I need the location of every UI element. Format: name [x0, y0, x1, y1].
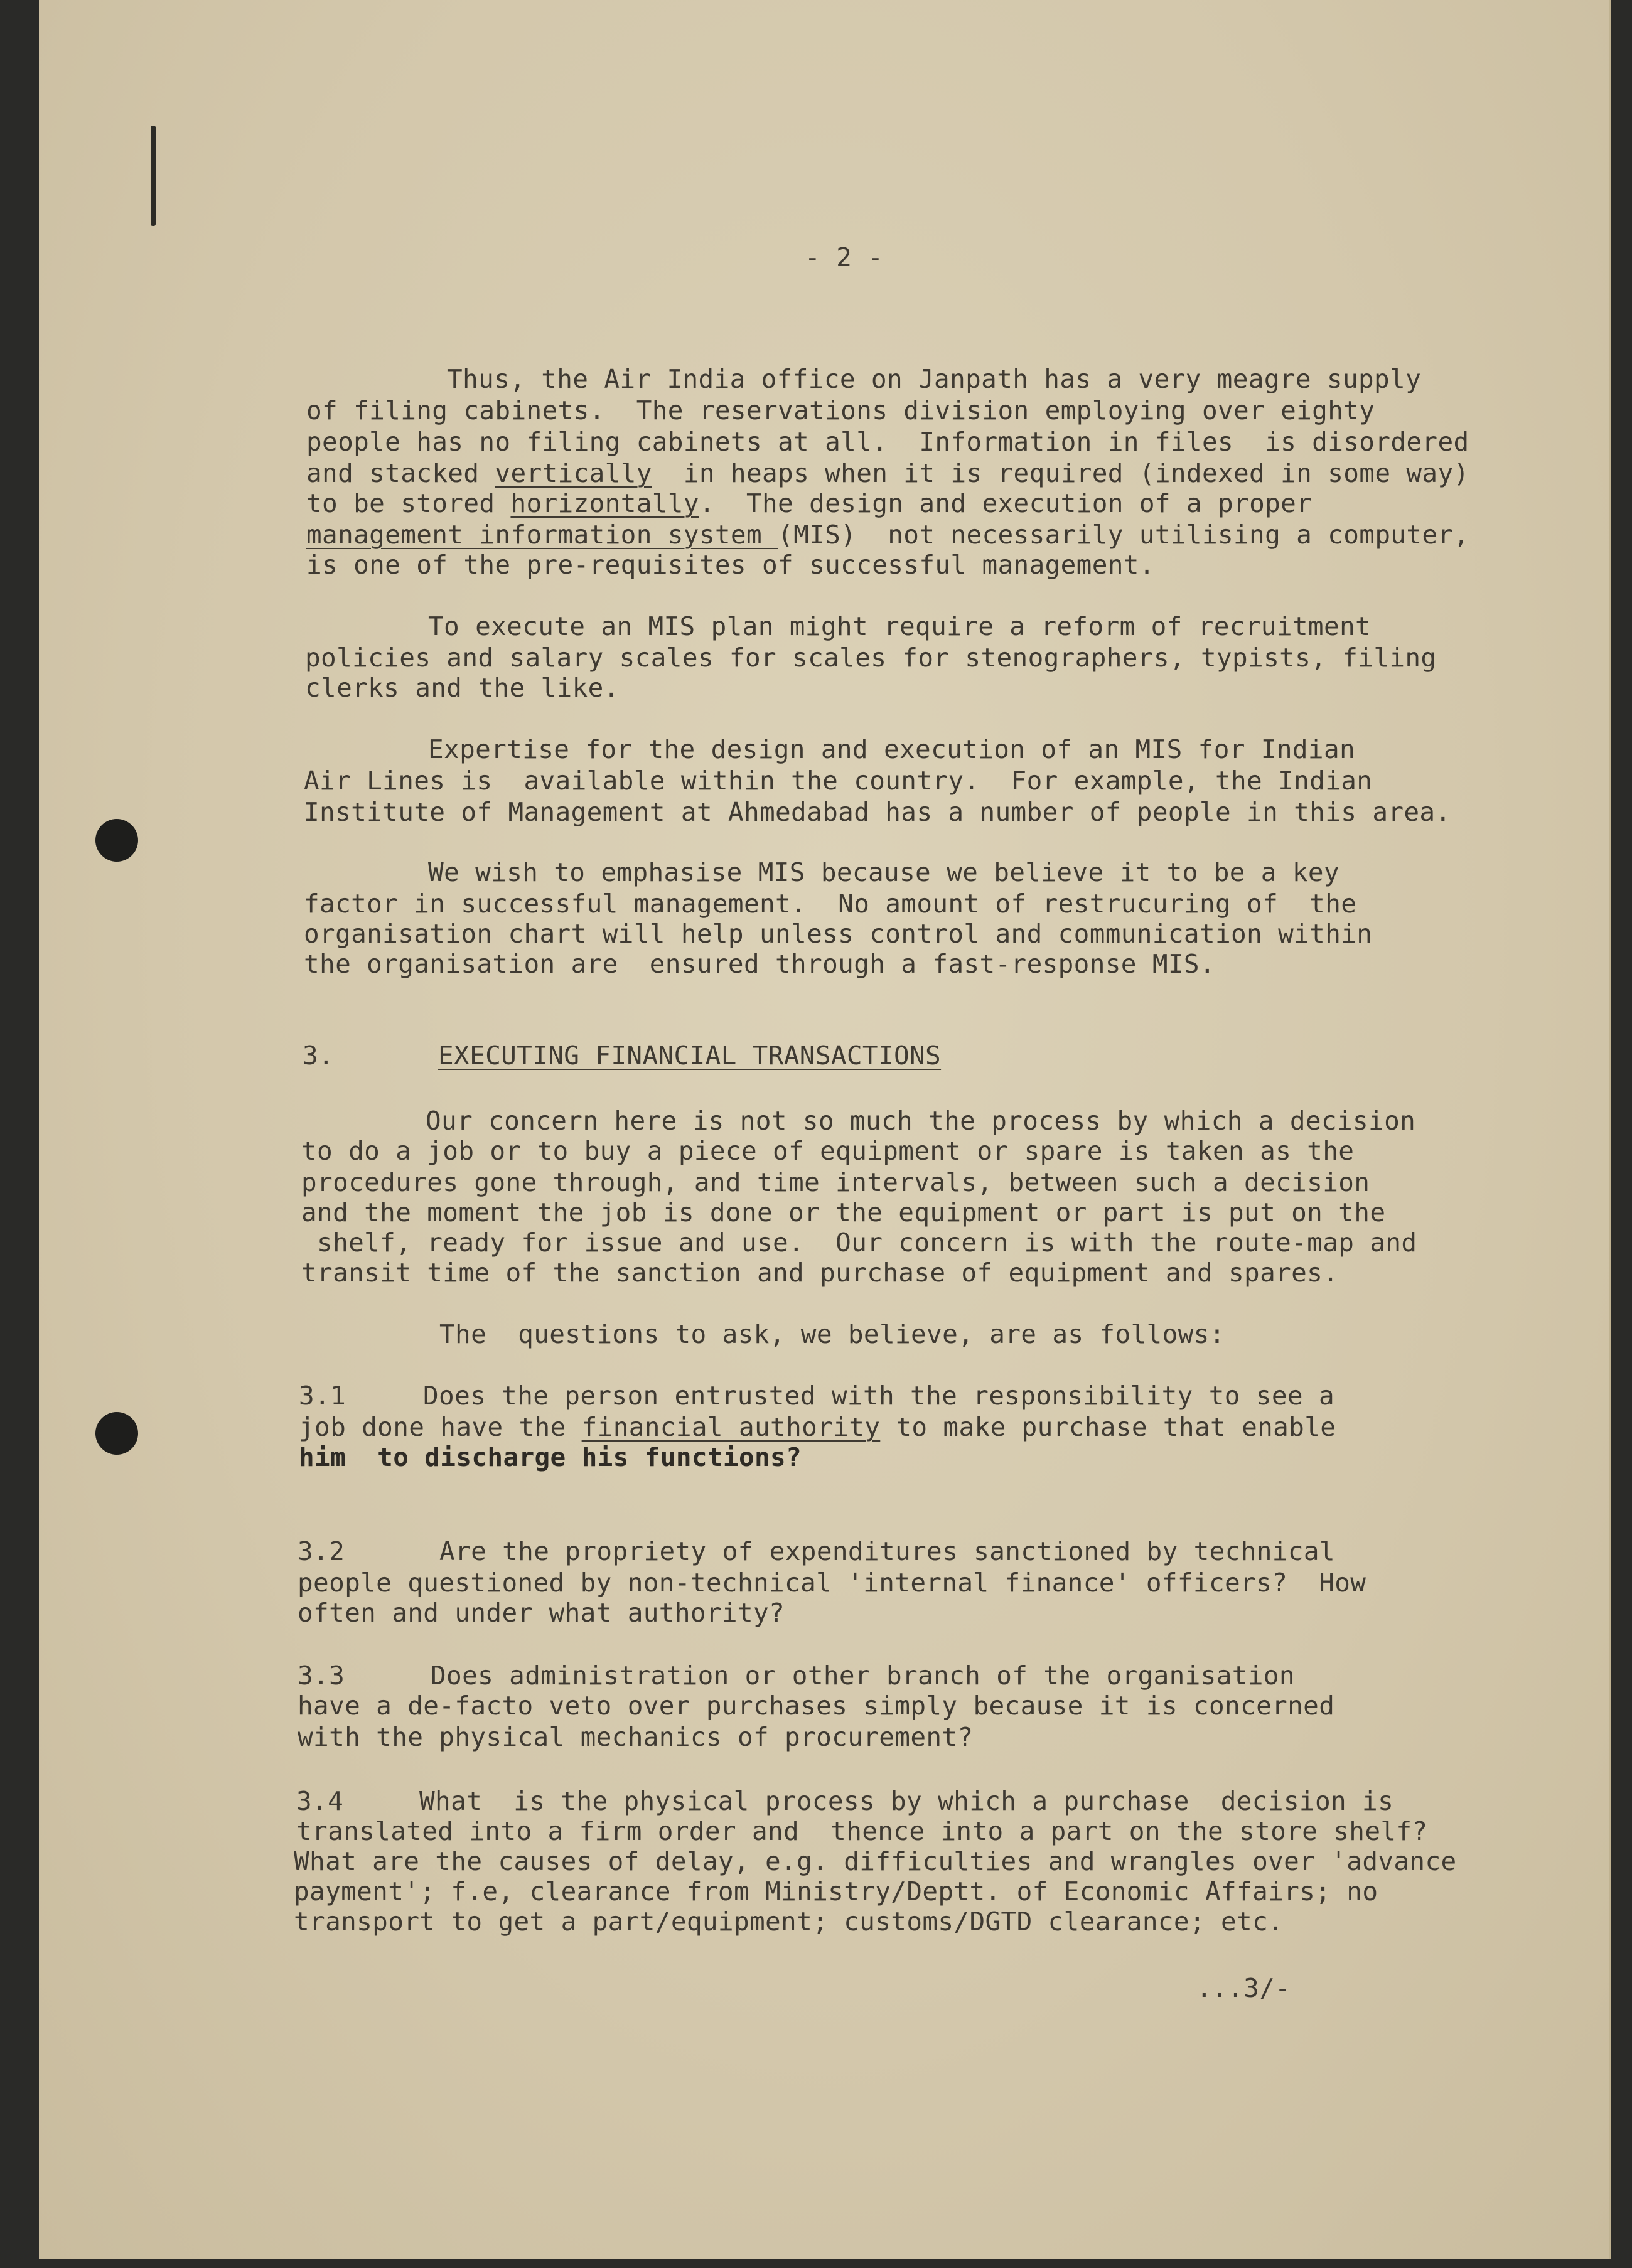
q33-line1: Does administration or other branch of the organisation — [431, 1661, 1295, 1691]
para2-line1: To execute an MIS plan might require a reform of recruitment — [428, 611, 1372, 641]
para4-line3: organisation chart will help unless control and communication within — [304, 919, 1373, 949]
q32-line2: people questioned by non-technical 'internal finance' officers? How — [298, 1568, 1366, 1598]
q34-line3: What are the causes of delay, e.g. difficulties and wrangles over 'advance — [294, 1846, 1457, 1876]
q34-line1: What is the physical process by which a purchase decision is — [419, 1786, 1394, 1816]
para5-line5: shelf, ready for issue and use. Our concern is with the route-map and — [301, 1228, 1417, 1258]
para2-line3: clerks and the like. — [305, 673, 620, 703]
para5-line2: to do a job or to buy a piece of equipment or spare is taken as the — [301, 1136, 1355, 1166]
q34-number: 3.4 — [296, 1786, 344, 1816]
q31-number: 3.1 — [299, 1381, 346, 1411]
para2-line2: policies and salary scales for scales for stenographers, typists, filing — [305, 643, 1437, 673]
para1-line4: and stacked vertically in heaps when it is required (indexed in some way) — [306, 458, 1469, 488]
para3-line3: Institute of Management at Ahmedabad has a number of people in this area. — [304, 797, 1451, 827]
underline-horizontally: horizontally — [510, 488, 699, 518]
q34-line2: translated into a firm order and thence into a part on the store shelf? — [296, 1816, 1428, 1846]
para1-line2: of filing cabinets. The reservations division employing over eighty — [306, 395, 1375, 425]
punch-hole-top — [95, 819, 138, 862]
underline-financial-authority: financial authority — [581, 1412, 881, 1442]
q34-line5: transport to get a part/equipment; customs/DGTD clearance; etc. — [294, 1907, 1284, 1937]
q32-number: 3.2 — [298, 1536, 345, 1566]
continuation-marker: ...3/- — [1196, 1973, 1291, 2003]
staple-mark — [151, 126, 156, 226]
underline-vertically: vertically — [495, 458, 652, 488]
para5-line1: Our concern here is not so much the process by which a decision — [426, 1106, 1416, 1136]
para6-line1: The questions to ask, we believe, are as follows: — [439, 1319, 1225, 1349]
para1-line5: to be stored horizontally. The design and execution of a proper — [306, 488, 1313, 518]
q31-line2: job done have the financial authority to make purchase that enable — [299, 1412, 1336, 1442]
page-number: - 2 - — [805, 242, 884, 272]
para5-line6: transit time of the sanction and purchase of equipment and spares. — [301, 1258, 1339, 1288]
q33-line3: with the physical mechanics of procurement? — [298, 1722, 974, 1752]
q33-number: 3.3 — [298, 1661, 345, 1691]
underline-mis: management information system — [306, 520, 778, 550]
para3-line1: Expertise for the design and execution of an MIS for Indian — [428, 734, 1356, 764]
para3-line2: Air Lines is available within the country. For example, the Indian — [304, 766, 1373, 796]
q33-line2: have a de-facto veto over purchases simply because it is concerned — [298, 1691, 1335, 1721]
punch-hole-bottom — [95, 1412, 138, 1455]
para4-line1: We wish to emphasise MIS because we believe it to be a key — [428, 857, 1339, 887]
para5-line4: and the moment the job is done or the equipment or part is put on the — [301, 1197, 1386, 1228]
para1-line1: Thus, the Air India office on Janpath has a very meagre supply — [447, 364, 1422, 394]
q31-line1: Does the person entrusted with the responsibility to see a — [423, 1381, 1334, 1411]
section-number: 3. — [303, 1040, 335, 1071]
q31-line3: him to discharge his functions? — [299, 1442, 802, 1472]
para1-line6: management information system (MIS) not necessarily utilising a computer, — [306, 520, 1469, 550]
para1-line3: people has no filing cabinets at all. Information in files is disordered — [306, 427, 1469, 457]
para5-line3: procedures gone through, and time intervals, between such a decision — [301, 1167, 1370, 1197]
q34-line4: payment'; f.e, clearance from Ministry/Deptt. of Economic Affairs; no — [294, 1876, 1378, 1907]
para4-line4: the organisation are ensured through a fast-response MIS. — [304, 949, 1215, 979]
q32-line3: often and under what authority? — [298, 1598, 785, 1628]
q32-line1: Are the propriety of expenditures sanctioned by technical — [439, 1536, 1335, 1566]
section-heading: EXECUTING FINANCIAL TRANSACTIONS — [438, 1040, 942, 1071]
para4-line2: factor in successful management. No amount of restrucuring of the — [304, 889, 1357, 919]
para1-line7: is one of the pre-requisites of successful management. — [306, 550, 1155, 580]
